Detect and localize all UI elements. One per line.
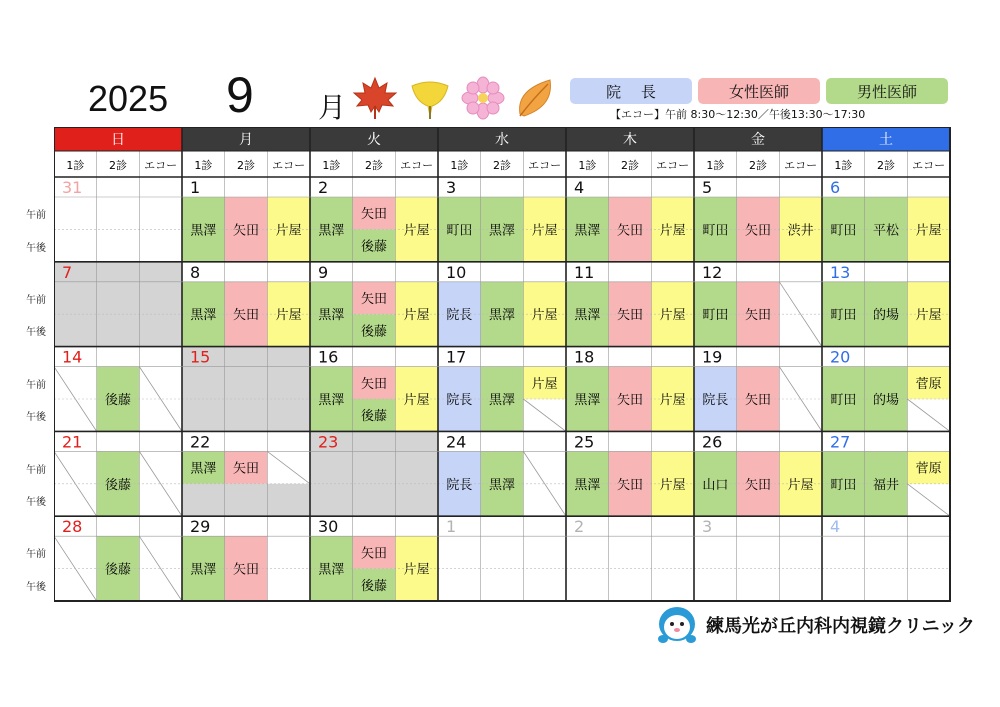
date-number: 17 <box>446 347 467 367</box>
weekday-label: 水 <box>495 132 509 148</box>
doctor-name: 矢田 <box>744 308 772 324</box>
doctor-name: 黒澤 <box>318 562 345 578</box>
doctor-name: 片屋 <box>403 308 430 324</box>
weekday-label: 木 <box>623 132 637 148</box>
ginkgo-leaf-icon <box>408 76 452 120</box>
closed-cell <box>267 347 310 432</box>
legend-male-doctor: 男性医師 <box>826 78 948 104</box>
date-number: 8 <box>190 262 201 282</box>
sub-header-label: エコー <box>400 159 434 172</box>
time-label-am: 午前 <box>26 379 46 391</box>
doctor-name: 黒澤 <box>574 223 601 239</box>
closed-cell <box>225 347 268 432</box>
doctor-name: 院長 <box>446 393 473 408</box>
doctor-name: 菅原 <box>915 376 942 392</box>
doctor-name: 後藤 <box>360 239 388 255</box>
doctor-name: 片屋 <box>915 308 942 324</box>
doctor-name: 片屋 <box>659 223 686 239</box>
sub-header-label: 2診 <box>237 159 255 172</box>
doctor-name: 矢田 <box>232 562 260 578</box>
legend-female-doctor: 女性医師 <box>698 78 820 104</box>
echo-hours-note: 【エコー】午前 8:30～12:30／午後13:30～17:30 <box>610 108 866 121</box>
date-number: 31 <box>62 178 83 197</box>
time-label-pm: 午後 <box>26 497 46 508</box>
date-number: 28 <box>62 517 83 537</box>
sub-header-label: 2診 <box>621 159 639 172</box>
date-number: 2 <box>574 517 585 537</box>
sub-header-label: 1診 <box>66 159 85 172</box>
date-number: 16 <box>318 347 339 367</box>
doctor-name: 渋井 <box>787 223 814 239</box>
doctor-name: 後藤 <box>360 578 388 594</box>
doctor-name: 黒澤 <box>318 308 345 324</box>
sub-header-label: 1診 <box>706 159 725 172</box>
date-number: 1 <box>190 178 201 197</box>
doctor-name: 矢田 <box>744 477 772 493</box>
time-label-am: 午前 <box>26 210 46 222</box>
date-number: 9 <box>318 262 329 282</box>
doctor-name: 矢田 <box>360 207 388 223</box>
sub-header-label: 2診 <box>109 159 127 172</box>
doctor-name: 的場 <box>872 393 900 408</box>
closed-cell <box>353 431 396 516</box>
doctor-name: 矢田 <box>360 546 388 562</box>
doctor-name: 片屋 <box>787 477 814 493</box>
date-number: 27 <box>830 432 851 452</box>
time-label-am: 午前 <box>26 549 46 561</box>
doctor-name: 黒澤 <box>190 562 217 578</box>
doctor-name: 黒澤 <box>190 223 217 239</box>
closed-cell <box>267 484 310 516</box>
clinic-name: 練馬光が丘内科内視鏡クリニック <box>706 616 975 637</box>
date-number: 10 <box>446 262 467 282</box>
clinic-mascot-logo <box>655 604 699 646</box>
cosmos-flower-icon <box>460 76 506 120</box>
doctor-name: 黒澤 <box>318 223 345 239</box>
legend-director: 院 長 <box>570 78 692 104</box>
doctor-name: 黒澤 <box>318 393 345 408</box>
sub-header-label: エコー <box>528 159 562 172</box>
weekday-label: 日 <box>111 132 125 148</box>
date-number: 24 <box>446 432 467 452</box>
doctor-name: 矢田 <box>744 393 772 408</box>
sub-header-label: 2診 <box>365 159 383 172</box>
date-number: 19 <box>702 347 723 367</box>
doctor-name: 町田 <box>830 393 857 408</box>
doctor-name: 黒澤 <box>488 477 516 493</box>
sub-header-label: 1診 <box>578 159 597 172</box>
sub-header-label: エコー <box>784 159 818 172</box>
date-number: 7 <box>62 262 73 282</box>
sub-header-label: 1診 <box>834 159 853 172</box>
date-number: 6 <box>830 178 841 197</box>
date-number: 12 <box>702 262 723 282</box>
date-number: 21 <box>62 432 83 452</box>
year: 2025 <box>88 78 169 119</box>
closed-cell <box>395 431 438 516</box>
doctor-name: 後藤 <box>104 562 132 578</box>
doctor-name: 片屋 <box>659 393 686 408</box>
doctor-name: 福井 <box>872 477 900 493</box>
sub-header-label: 2診 <box>877 159 895 172</box>
doctor-name: 山口 <box>702 477 729 493</box>
doctor-name: 黒澤 <box>488 393 516 408</box>
weekday-label: 土 <box>879 132 893 148</box>
doctor-name: 院長 <box>446 308 473 324</box>
date-number: 26 <box>702 432 723 452</box>
doctor-name: 片屋 <box>403 393 430 408</box>
slash-mark <box>907 399 950 431</box>
closed-cell <box>139 262 182 347</box>
doctor-name: 院長 <box>446 477 473 493</box>
date-number: 1 <box>446 517 457 537</box>
doctor-name: 黒澤 <box>488 223 516 239</box>
doctor-name: 片屋 <box>403 223 430 239</box>
date-number: 3 <box>702 517 713 537</box>
date-number: 20 <box>830 347 851 367</box>
date-number: 13 <box>830 262 851 282</box>
schedule-calendar <box>54 127 952 603</box>
slash-mark <box>907 484 950 516</box>
doctor-name: 矢田 <box>360 376 388 392</box>
closed-cell <box>54 262 97 347</box>
doctor-name: 町田 <box>830 223 857 239</box>
date-number: 4 <box>574 178 585 197</box>
closed-cell <box>97 262 140 347</box>
doctor-name: 町田 <box>446 223 473 239</box>
doctor-name: 片屋 <box>403 562 430 578</box>
weekday-label: 金 <box>751 132 765 148</box>
doctor-name: 町田 <box>702 223 729 239</box>
maple-leaf-icon <box>352 76 398 120</box>
time-label-am: 午前 <box>26 295 46 306</box>
doctor-name: 矢田 <box>744 223 772 239</box>
date-number: 23 <box>318 432 339 452</box>
time-label-pm: 午後 <box>26 242 46 254</box>
time-label-pm: 午後 <box>26 327 46 339</box>
doctor-name: 的場 <box>872 308 900 324</box>
closed-cell <box>225 484 268 516</box>
doctor-name: 片屋 <box>531 376 558 392</box>
sub-header-label: 1診 <box>322 159 341 172</box>
sub-header-label: エコー <box>656 159 690 172</box>
doctor-name: 菅原 <box>915 461 942 477</box>
date-number: 30 <box>318 517 339 537</box>
doctor-name: 矢田 <box>360 292 388 307</box>
autumn-leaf-icon <box>514 76 556 120</box>
doctor-name: 片屋 <box>531 308 558 324</box>
date-number: 2 <box>318 178 329 197</box>
doctor-name: 片屋 <box>275 223 302 239</box>
doctor-name: 矢田 <box>232 223 260 239</box>
date-number: 3 <box>446 178 457 197</box>
date-number: 4 <box>830 517 841 537</box>
doctor-name: 黒澤 <box>574 393 601 408</box>
doctor-name: 矢田 <box>616 393 644 408</box>
weekday-label: 火 <box>367 132 381 148</box>
date-number: 11 <box>574 262 595 282</box>
doctor-name: 後藤 <box>104 477 132 493</box>
date-number: 25 <box>574 432 595 452</box>
doctor-name: 矢田 <box>616 308 644 324</box>
sub-header-label: 1診 <box>194 159 213 172</box>
doctor-name: 平松 <box>872 223 900 239</box>
doctor-name: 町田 <box>830 477 857 493</box>
doctor-name: 後藤 <box>104 393 132 408</box>
doctor-name: 町田 <box>702 308 729 324</box>
sub-header-label: 2診 <box>749 159 767 172</box>
doctor-name: 片屋 <box>659 477 686 493</box>
time-label-pm: 午後 <box>26 581 46 593</box>
doctor-name: 片屋 <box>531 223 558 239</box>
date-number: 22 <box>190 432 211 452</box>
closed-cell <box>182 484 225 516</box>
doctor-name: 後藤 <box>360 324 388 340</box>
sub-header-label: 2診 <box>493 159 511 172</box>
doctor-name: 矢田 <box>232 308 260 324</box>
doctor-name: 院長 <box>702 393 729 408</box>
doctor-name: 黒澤 <box>574 308 601 324</box>
doctor-name: 黒澤 <box>574 477 601 493</box>
doctor-name: 黒澤 <box>190 308 217 324</box>
date-number: 18 <box>574 347 595 367</box>
doctor-name: 町田 <box>830 308 857 324</box>
sub-header-label: エコー <box>272 159 306 172</box>
doctor-name: 矢田 <box>232 461 260 477</box>
doctor-name: 後藤 <box>360 409 388 425</box>
sub-header-label: 1診 <box>450 159 469 172</box>
doctor-name: 片屋 <box>915 223 942 239</box>
doctor-name: 黒澤 <box>190 461 217 477</box>
slash-mark <box>267 451 310 483</box>
sub-header-label: エコー <box>144 159 178 172</box>
doctor-name: 片屋 <box>275 308 302 324</box>
month-number: 9 <box>226 67 254 123</box>
doctor-name: 黒澤 <box>488 308 516 324</box>
date-number: 14 <box>62 347 83 367</box>
date-number: 15 <box>190 347 211 367</box>
date-number: 29 <box>190 517 211 537</box>
doctor-name: 片屋 <box>659 308 686 324</box>
doctor-name: 矢田 <box>616 477 644 493</box>
time-label-am: 午前 <box>26 464 46 476</box>
doctor-name: 矢田 <box>616 223 644 239</box>
date-number: 5 <box>702 178 713 197</box>
weekday-label: 月 <box>239 132 253 148</box>
slash-mark <box>523 399 566 431</box>
month-kanji: 月 <box>318 91 347 124</box>
time-label-pm: 午後 <box>26 412 46 424</box>
sub-header-label: エコー <box>912 159 946 172</box>
